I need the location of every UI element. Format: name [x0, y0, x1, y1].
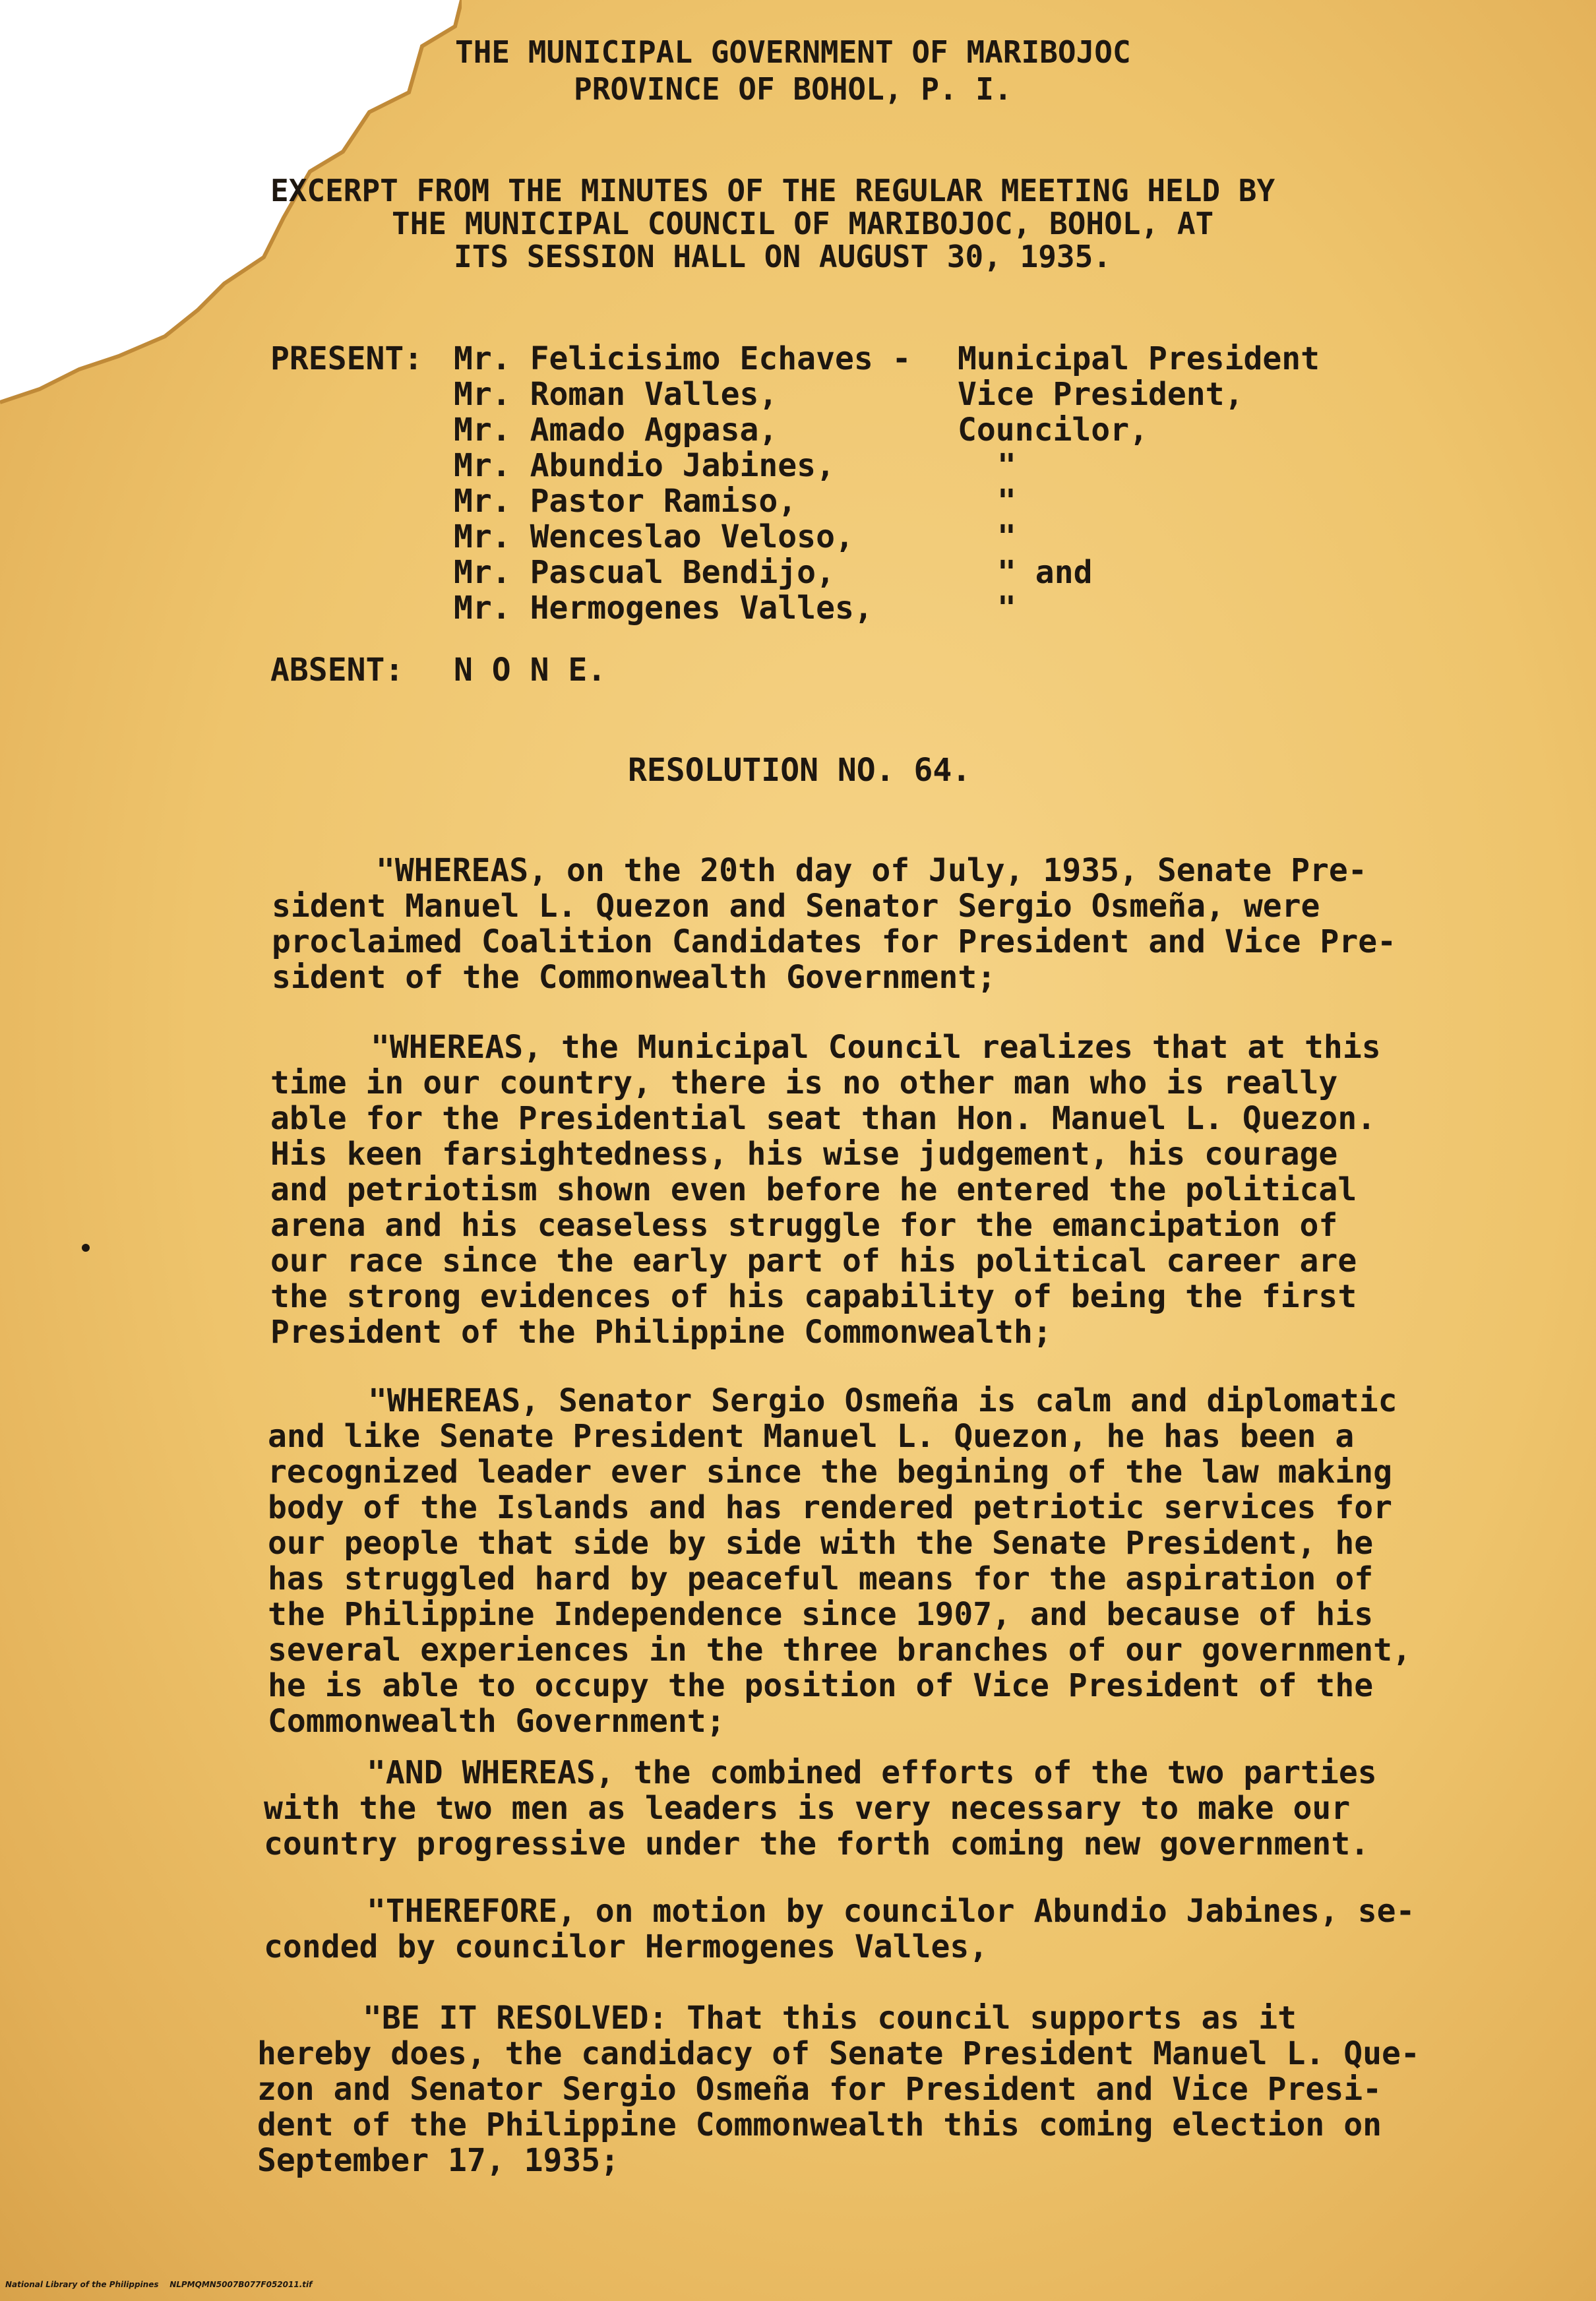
paragraph-line: "BE IT RESOLVED: That this council supports as it	[363, 2000, 1297, 2037]
absent-label: ABSENT:	[270, 652, 404, 689]
present-label: PRESENT:	[270, 340, 423, 377]
absent-value: N O N E.	[454, 652, 607, 689]
member-name-6: Mr. Wenceslao Veloso,	[454, 518, 854, 555]
member-name-4: Mr. Abundio Jabines,	[454, 447, 835, 484]
paragraph-line: with the two men as leaders is very necessary to make our	[264, 1790, 1351, 1827]
paragraph-line: he is able to occupy the position of Vice President of the	[268, 1667, 1374, 1704]
paragraph-line: arena and his ceaseless struggle for the emancipation of	[270, 1207, 1338, 1244]
paragraph-line: our people that side by side with the Senate President, he	[268, 1525, 1374, 1562]
paragraph-line: several experiences in the three branches of our government,	[268, 1632, 1411, 1669]
resolution-title: RESOLUTION NO. 64.	[628, 752, 971, 789]
paragraph-line: able for the Presidential seat than Hon. Manuel L. Quezon.	[270, 1100, 1376, 1137]
paragraph-line: the Philippine Independence since 1907, and because of his	[268, 1596, 1374, 1633]
paragraph-line: country progressive under the forth coming new government.	[264, 1825, 1370, 1862]
paragraph-line: and petriotism shown even before he entered the political	[270, 1171, 1357, 1208]
paragraph-line: His keen farsightedness, his wise judgement, his courage	[270, 1136, 1338, 1173]
paragraph-line: has struggled hard by peaceful means for the aspiration of	[268, 1560, 1374, 1597]
excerpt-line-2: THE MUNICIPAL COUNCIL OF MARIBOJOC, BOHOL, AT	[392, 206, 1214, 241]
member-role-6: "	[997, 518, 1016, 555]
paragraph-line: conded by councilor Hermogenes Valles,	[264, 1928, 989, 1965]
excerpt-line-3: ITS SESSION HALL ON AUGUST 30, 1935.	[454, 239, 1111, 274]
paragraph-line: sident Manuel L. Quezon and Senator Sergio Osmeña, were	[272, 888, 1320, 925]
paragraph-line: "THEREFORE, on motion by councilor Abundio Jabines, se-	[367, 1893, 1415, 1930]
member-name-7: Mr. Pascual Bendijo,	[454, 554, 835, 591]
member-name-1: Mr. Felicisimo Echaves -	[454, 340, 911, 377]
member-role-5: "	[997, 483, 1016, 520]
paragraph-line: zon and Senator Sergio Osmeña for President and Vice Presi-	[257, 2071, 1382, 2108]
member-name-5: Mr. Pastor Ramiso,	[454, 483, 797, 520]
paragraph-line: dent of the Philippine Commonwealth this coming election on	[257, 2106, 1382, 2143]
member-role-8: "	[997, 590, 1016, 627]
member-role-3: Councilor,	[958, 412, 1148, 448]
paragraph-line: "WHEREAS, Senator Sergio Osmeña is calm and diplomatic	[368, 1382, 1397, 1419]
paragraph-line: "AND WHEREAS, the combined efforts of the two parties	[367, 1754, 1377, 1791]
paragraph-line: time in our country, there is no other man who is really	[270, 1064, 1338, 1101]
member-name-8: Mr. Hermogenes Valles,	[454, 590, 873, 627]
paragraph-line: President of the Philippine Commonwealth;	[270, 1314, 1052, 1351]
member-name-3: Mr. Amado Agpasa,	[454, 412, 778, 448]
member-role-1: Municipal President	[958, 340, 1320, 377]
paragraph-line: "WHEREAS, the Municipal Council realizes that at this	[371, 1029, 1381, 1066]
paragraph-line: proclaimed Coalition Candidates for President and Vice Pre-	[272, 923, 1397, 960]
paragraph-line: hereby does, the candidacy of Senate President Manuel L. Que-	[257, 2035, 1420, 2072]
member-role-7: " and	[997, 554, 1093, 591]
paragraph-line: Commonwealth Government;	[268, 1703, 725, 1740]
paragraph-line: "WHEREAS, on the 20th day of July, 1935, Senate Pre-	[376, 852, 1367, 889]
paragraph-line: and like Senate President Manuel L. Quezon, he has been a	[268, 1418, 1355, 1455]
paragraph-line: recognized leader ever since the begining of the law making	[268, 1454, 1393, 1490]
paragraph-line: the strong evidences of his capability of being the first	[270, 1278, 1357, 1315]
member-role-2: Vice President,	[958, 376, 1244, 413]
ink-dot	[82, 1244, 90, 1252]
header-line-1: THE MUNICIPAL GOVERNMENT OF MARIBOJOC	[455, 34, 1131, 70]
paragraph-line: body of the Islands and has rendered petriotic services for	[268, 1489, 1393, 1526]
paragraph-line: sident of the Commonwealth Government;	[272, 959, 997, 996]
excerpt-line-1: EXCERPT FROM THE MINUTES OF THE REGULAR MEETING HELD BY	[270, 173, 1275, 208]
member-name-2: Mr. Roman Valles,	[454, 376, 778, 413]
paragraph-line: September 17, 1935;	[257, 2142, 620, 2179]
member-role-4: "	[997, 447, 1016, 484]
paragraph-line: our race since the early part of his political career are	[270, 1243, 1357, 1279]
archive-footer: National Library of the Philippines NLPMQMN5007B077F052011.tif	[5, 2280, 313, 2289]
header-line-2: PROVINCE OF BOHOL, P. I.	[574, 71, 1012, 107]
